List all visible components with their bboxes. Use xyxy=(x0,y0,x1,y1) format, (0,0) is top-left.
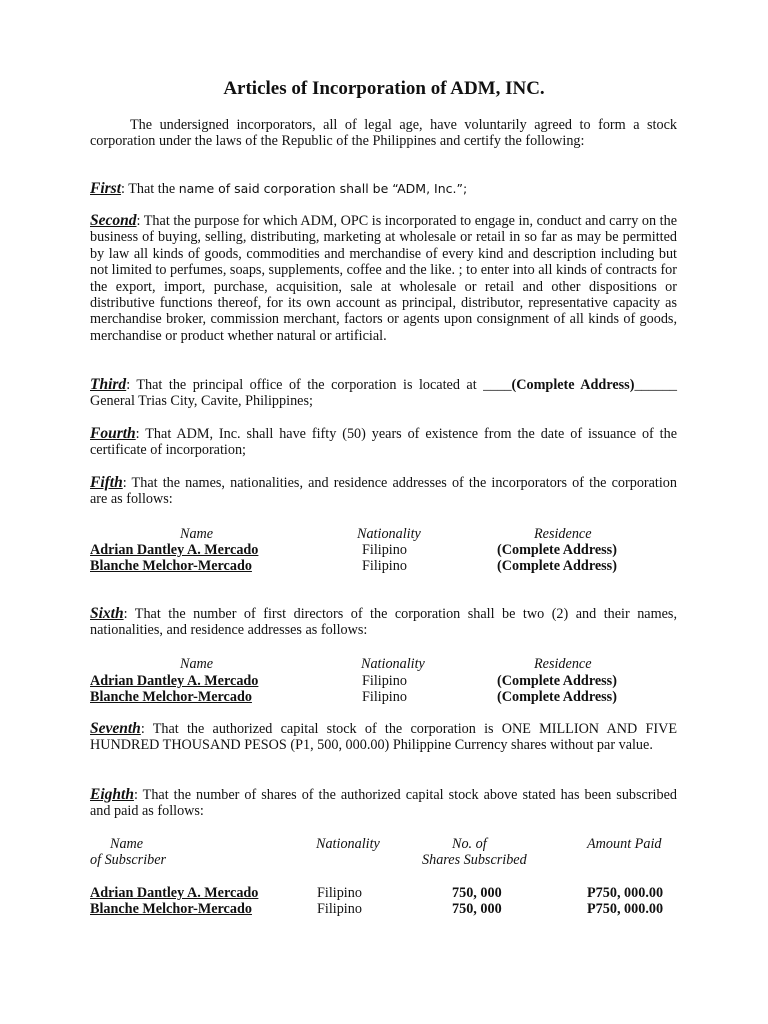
column-header-shares-sub: Shares Subscribed xyxy=(422,852,527,868)
subscriber-name: Adrian Dantley A. Mercado xyxy=(90,885,259,901)
article-second xyxy=(90,213,677,344)
incorporator-nationality: Filipino xyxy=(362,542,407,558)
article-text: : That the purpose for which ADM, OPC is incorporated to engage in, conduct and carry on the business of buying, selling, distributing, marketing at wholesale or retail in so far as may be permitted by law all kinds of goods, commodities and merchandise of every kind and description including but not limited to perfumes, soaps, supplements, coffee and the like. ; to enter into all kinds of contracts for the export, import, purchase, acquisition, sale at wholesale or retail and other dispositions or distributive functions thereof, for its own account as principal, distributor, representative capacity as merchandise broker, commission merchant, factors or agents upon consignment of all kinds of goods, merchandise or product whether natural or artificial. xyxy=(90,213,677,344)
article-label: Eighth xyxy=(90,786,134,803)
director-nationality: Filipino xyxy=(362,673,407,689)
intro-paragraph: The undersigned incorporators, all of legal age, have voluntarily agreed to form a stock corporation under the laws of the Republic of the Philippines and certify the following: xyxy=(90,117,677,150)
subscriber-name: Blanche Melchor-Mercado xyxy=(90,901,252,917)
document-title: Articles of Incorporation of ADM, INC. xyxy=(223,78,545,99)
incorporator-residence: (Complete Address) xyxy=(497,558,617,574)
article-text: : That the names, nationalities, and residence addresses of the incorporators of the corporation are as follows: xyxy=(90,475,677,508)
column-header-residence: Residence xyxy=(534,656,592,672)
incorporator-name: Adrian Dantley A. Mercado xyxy=(90,542,259,558)
incorporator-nationality: Filipino xyxy=(362,558,407,574)
article-label: Sixth xyxy=(90,605,124,622)
article-label: Fourth xyxy=(90,425,136,442)
subscriber-nationality: Filipino xyxy=(317,885,362,901)
article-text: : That the xyxy=(121,181,179,197)
director-nationality: Filipino xyxy=(362,689,407,705)
article-eighth xyxy=(90,787,677,820)
article-text: : That the principal office of the corporation is located at ____ xyxy=(126,377,512,393)
incorporator-residence: (Complete Address) xyxy=(497,542,617,558)
subscriber-shares: 750, 000 xyxy=(452,901,502,917)
incorporator-name: Blanche Melchor-Mercado xyxy=(90,558,252,574)
article-fourth xyxy=(90,426,677,459)
column-header-name-sub: of Subscriber xyxy=(90,852,167,868)
article-fifth xyxy=(90,475,677,508)
director-name: Blanche Melchor-Mercado xyxy=(90,689,252,705)
address-placeholder: (Complete Address) xyxy=(511,377,635,393)
article-label: Third xyxy=(90,376,127,393)
column-header-amount: Amount Paid xyxy=(587,836,662,852)
article-label: Fifth xyxy=(90,474,123,491)
column-header-name: Name xyxy=(110,836,144,852)
column-header-nationality: Nationality xyxy=(361,656,425,672)
director-name: Adrian Dantley A. Mercado xyxy=(90,673,259,689)
column-header-residence: Residence xyxy=(534,526,592,542)
article-text-sans: name of said corporation shall be “ADM, Inc.”; xyxy=(178,181,468,196)
column-header-nationality: Nationality xyxy=(316,836,380,852)
subscriber-nationality: Filipino xyxy=(317,901,362,917)
director-residence: (Complete Address) xyxy=(497,689,617,705)
column-header-name: Name xyxy=(180,656,214,672)
article-label: Seventh xyxy=(90,720,141,737)
article-text: ______ General Trias City, Cavite, Philippines; xyxy=(90,377,677,410)
column-header-nationality: Nationality xyxy=(357,526,421,542)
column-header-name: Name xyxy=(180,526,214,542)
article-seventh xyxy=(90,721,677,754)
article-third xyxy=(90,377,677,410)
article-text: : That the number of first directors of the corporation shall be two (2) and their names, nationalities, and residence addresses as follows: xyxy=(90,606,677,639)
article-label: First xyxy=(90,180,122,197)
article-sixth xyxy=(90,606,677,639)
article-text: : That ADM, Inc. shall have fifty (50) years of existence from the date of issuance of the certificate of incorporation; xyxy=(90,426,677,459)
column-header-shares: No. of xyxy=(452,836,487,852)
article-text: : That the number of shares of the authorized capital stock above stated has been subscribed and paid as follows: xyxy=(90,787,677,820)
article-first xyxy=(90,181,677,197)
article-label: Second xyxy=(90,212,137,229)
subscriber-shares: 750, 000 xyxy=(452,885,502,901)
subscriber-amount: P750, 000.00 xyxy=(587,885,664,901)
director-residence: (Complete Address) xyxy=(497,673,617,689)
article-text: : That the authorized capital stock of the corporation is ONE MILLION AND FIVE HUNDRED THOUSAND PESOS (P1, 500, 000.00) Philippine Currency shares without par value. xyxy=(90,721,677,754)
subscriber-amount: P750, 000.00 xyxy=(587,901,664,917)
